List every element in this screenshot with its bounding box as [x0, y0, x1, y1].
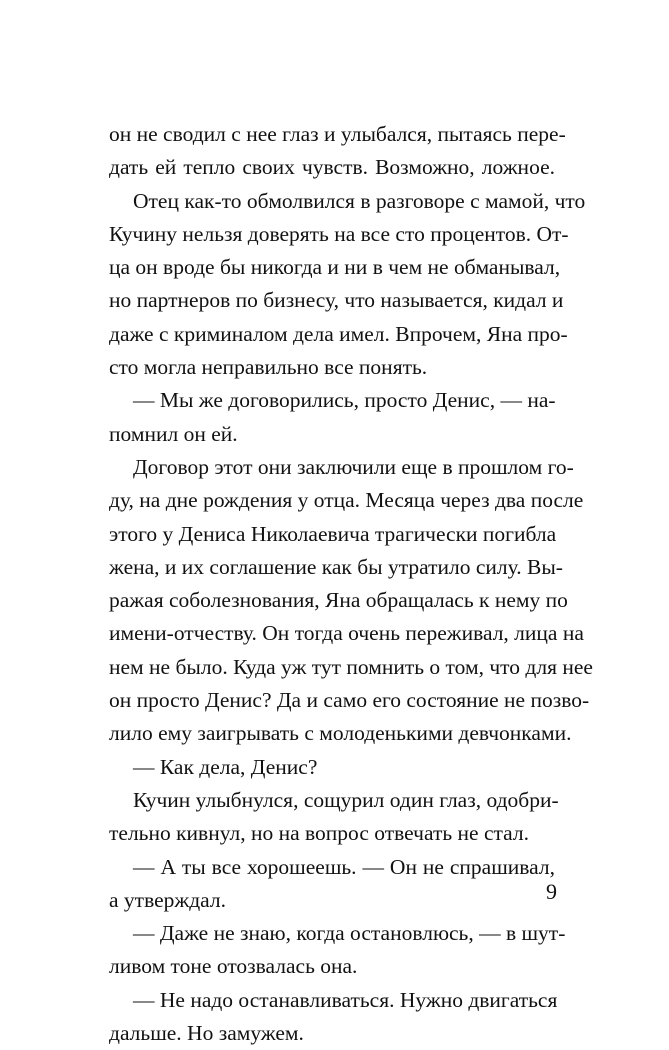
page-number: 9	[546, 879, 557, 904]
text-line: — Мы же договорились, просто Денис, — на-	[133, 388, 556, 413]
text-line: но партнеров по бизнесу, что называется, кидал и	[109, 288, 564, 313]
text-line: ду, на дне рождения у отца. Месяца через два после	[109, 488, 584, 513]
text-line: тельно кивнул, но на вопрос отвечать не стал.	[109, 821, 529, 846]
text-line: он не сводил с нее глаз и улыбался, пытаясь пере-	[109, 122, 566, 146]
text-line: Кучин улыбнулся, сощурил один глаз, одобри-	[133, 787, 559, 812]
text-line: жена, и их соглашение как бы утратило силу. Вы-	[109, 554, 563, 579]
text-line: — Как дела, Денис?	[133, 754, 318, 779]
text-line: — Не надо останавливаться. Нужно двигаться	[133, 987, 558, 1012]
text-line: ца он вроде бы никогда и ни в чем не обманывал,	[109, 255, 561, 280]
text-line: он просто Денис? Да и само его состояние не позво-	[109, 688, 590, 713]
text-line: Отец как-то обмолвился в разговоре с мамой, что	[133, 188, 586, 213]
text-line: дать ей тепло своих чувств. Возможно, ложное.	[109, 155, 555, 180]
text-line: помнил он ей.	[109, 421, 238, 446]
text-line: Кучину нельзя доверять на все сто процентов. От-	[109, 221, 569, 246]
text-line: нем не было. Куда уж тут помнить о том, что для нее	[109, 654, 593, 679]
text-line: а утверждал.	[109, 887, 227, 912]
text-line: даже с криминалом дела имел. Впрочем, Яна про-	[109, 321, 568, 346]
text-line: имени-отчеству. Он тогда очень переживал, лица на	[109, 621, 584, 646]
text-line: — Даже не знаю, когда остановлюсь, — в шут-	[133, 921, 566, 946]
text-line: этого у Дениса Николаевича трагически погибла	[109, 521, 557, 546]
text-line: Договор этот они заключили еще в прошлом го-	[133, 454, 574, 479]
text-line: — А ты все хорошеешь. — Он не спрашивал,	[133, 854, 555, 879]
text-line: сто могла неправильно все понять.	[109, 355, 428, 380]
text-line: ражая соболезнования, Яна обращалась к нему по	[109, 588, 568, 613]
text-line: ливом тоне отозвалась она.	[109, 954, 358, 979]
text-line: дальше. Но замужем.	[109, 1021, 304, 1046]
body-text	[109, 118, 593, 1050]
text-line: лило ему заигрывать с молоденькими девчонками.	[109, 721, 572, 746]
